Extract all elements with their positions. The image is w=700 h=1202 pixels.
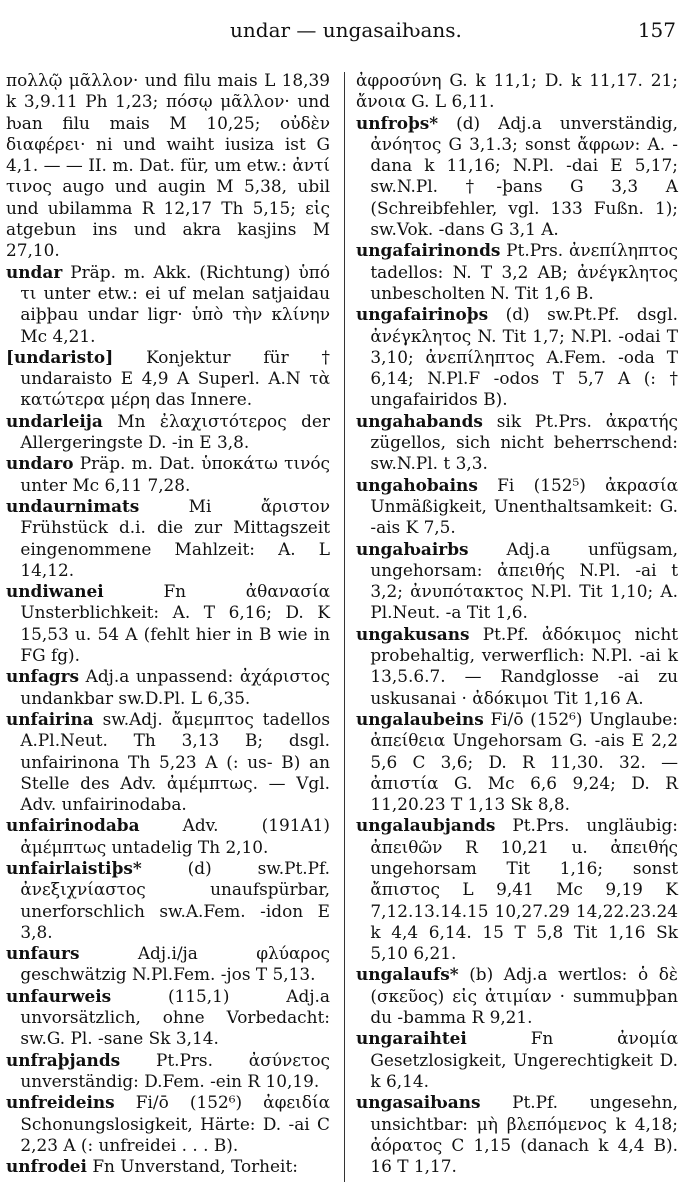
entry-text: Fn ἀνομία Gesetzlosigkeit, Ungerechtigkeit D. k 6,14. xyxy=(370,1028,678,1091)
entry-headword: [undaristo] xyxy=(6,346,114,367)
entry-headword: unfaurweis xyxy=(6,985,112,1006)
entry-headword: undaurnimats xyxy=(6,495,140,516)
dictionary-entry xyxy=(6,262,330,347)
dictionary-entry xyxy=(6,1092,330,1156)
entry-headword: ungaraihtei xyxy=(356,1028,467,1049)
entry-text: Fn ἀθανασία Unsterblichkeit: A. T 6,16; D. K 15,53 u. 54 A (fehlt hier in B wie in FG fg). xyxy=(20,581,330,666)
dictionary-entry xyxy=(6,347,330,411)
entry-text: Fn Unverstand, Torheit: xyxy=(86,1156,298,1177)
entry-headword: unfrodei xyxy=(6,1156,87,1177)
entry-text: sik Pt.Prs. ἀκρατής zügellos, sich nicht beherrschend: sw.N.Pl. t 3,3. xyxy=(370,410,678,474)
entry-text: Fi/ō (152⁶) ἀφειδία Schonungslosigkeit, Härte: D. -ai C 2,23 A (: unfreidei . . . B). xyxy=(20,1092,330,1155)
entry-text: Pt.Prs. ἀσύνετος unverständig: D.Fem. -ein R 10,19. xyxy=(20,1049,330,1091)
dictionary-entry xyxy=(6,666,330,709)
entry-text: (b) Adj.a wertlos: ὁ δὲ (σκεῦος) εἰς ἀτιμίαν · summuþþan du -bamma R 9,21. xyxy=(370,964,678,1028)
entry-text: Pt.Prs. ἀνεπίληπτος tadellos: N. T 3,2 AB; ἀνέγκλητος unbescholten N. Tit 1,6 B. xyxy=(370,240,678,303)
left-column xyxy=(6,70,330,1177)
entry-headword: ungafairinoþs xyxy=(356,304,489,325)
dictionary-entry xyxy=(356,709,678,815)
dictionary-entry xyxy=(356,624,678,709)
dictionary-entry xyxy=(356,1028,678,1092)
entry-headword: unfroþs* xyxy=(356,112,439,133)
entry-text: Konjektur für † undaraisto E 4,9 A Superl. A.N τὰ κατώτερα μέρη das Innere. xyxy=(20,346,330,410)
entry-text: (d) sw.Pt.Pf. dsgl. ἀνέγκλητος N. Tit 1,7; N.Pl. -odai T 3,10; ἀνεπίληπτος A.Fem. -oda T 6,14; N.Pl.F -odos T 5,7 A (: † ungafairidos B). xyxy=(370,304,678,410)
dictionary-entry xyxy=(6,1156,330,1177)
entry-headword: ungalaufs* xyxy=(356,964,459,985)
entry-text: Mi ἄριστον Frühstück d.i. die zur Mittagszeit eingenommene Mahlzeit: A. L 14,12. xyxy=(20,495,330,580)
entry-text: sw.Adj. ἄμεμπτος tadellos A.Pl.Neut. Th 3,13 B; dsgl. unfairinona Th 5,23 A (: us- B) an Stelle des Adv. ἀμέμπτως. — Vgl. Adv. unfairinodaba. xyxy=(20,708,330,815)
entry-text: (d) sw.Pt.Pf. ἀνεξιχνίαστος unaufspürbar, unerforschlich sw.A.Fem. -idon E 3,8. xyxy=(20,857,330,942)
entry-text: Adj.a unpassend: ἀχάριστος undankbar sw.D.Pl. L 6,35. xyxy=(20,666,330,708)
entry-headword: ungahobains xyxy=(356,474,478,495)
entry-headword: unfairina xyxy=(6,708,94,729)
entry-headword: undar xyxy=(6,261,63,282)
entry-headword: unfairlaistiþs* xyxy=(6,857,142,878)
entry-headword: unfairinodaba xyxy=(6,815,140,836)
dictionary-entry xyxy=(6,858,330,943)
dictionary-entry xyxy=(356,113,678,241)
entry-headword: unfagrs xyxy=(6,666,79,687)
entry-text: Präp. m. Akk. (Richtung) ὑπό τι unter etw.: ei uf melan satjaidau aiþþau undar ligr· ὑπὸ τὴν κλίνην Mc 4,21. xyxy=(20,261,330,346)
entry-text: (d) Adj.a unverständig, ἀνόητος G 3,1.3; sonst ἄφρων: A. -dana k 11,16; N.Pl. -dai E 5,17; sw.N.Pl. †-þans G 3,3 A (Schreibfehler, vgl. 133 Fußn. 1); sw.Vok. -dans G 3,1 A. xyxy=(370,112,678,240)
entry-text: Fi/ō (152⁶) Unglaube: ἀπείθεια Ungehorsam G. -ais E 2,2 5,6 C 3,6; D. R 11,30. 32. — ἀπιστία G. Mc 6,6 9,24; D. R 11,20.23 T 1,13 Sk 8,8. xyxy=(370,708,678,815)
dictionary-entry xyxy=(356,304,678,410)
dictionary-entry xyxy=(6,709,330,815)
dictionary-entry xyxy=(356,240,678,304)
entry-text: Fi (152⁵) ἀκρασία Unmäßigkeit, Unenthaltsamkeit: G. -ais K 7,5. xyxy=(370,474,678,538)
entry-headword: unfaurs xyxy=(6,943,80,964)
dictionary-entry xyxy=(6,496,330,581)
entry-headword: unfraþjands xyxy=(6,1049,121,1070)
dictionary-entry xyxy=(6,70,330,262)
dictionary-entry xyxy=(6,1050,330,1093)
entry-text: Pt.Pf. ἀδόκιμος nicht probehaltig, verwerflich: N.Pl. -ai k 13,5.6.7. — Randglosse -ai zu uskusanai · ἀδόκιμοι Tit 1,16 A. xyxy=(370,623,678,708)
entry-headword: ungahabands xyxy=(356,410,483,431)
entry-text: Präp. m. Dat. ὑποκάτω τινός unter Mc 6,11 7,28. xyxy=(20,453,330,495)
entry-text: Pt.Prs. ungläubig: ἀπειθῶν R 10,21 u. ἀπειθής ungehorsam Tit 1,16; sonst ἄπιστος L 9,41 Mc 9,19 K 7,12.13.14.15 10,27.29 14,22.23.24 k 4,4 6,14. 15 T 5,8 Tit 1,16 Sk 5,10 6,21. xyxy=(370,815,678,964)
column-divider xyxy=(344,72,345,1182)
entry-text: Mn ἐλαχιστότερος der Allergeringste D. -in E 3,8. xyxy=(20,410,330,453)
entry-text: Adj.i/ja φλύαρος geschwätzig N.Pl.Fem. -jos T 5,13. xyxy=(20,943,330,985)
running-head: undar — ungasaiƕans. xyxy=(230,18,462,42)
dictionary-entry xyxy=(6,411,330,454)
entry-text: (115,1) Adj.a unvorsätzlich, ohne Vorbedacht: sw.G. Pl. -sane Sk 3,14. xyxy=(20,985,330,1049)
dictionary-entry xyxy=(356,1092,678,1177)
dictionary-entry xyxy=(356,815,678,964)
entry-headword: ungafairinonds xyxy=(356,240,501,261)
dictionary-entry xyxy=(6,581,330,666)
page-number: 157 xyxy=(637,18,676,42)
entry-headword: ungakusans xyxy=(356,623,470,644)
entry-headword: ungalaubjands xyxy=(356,815,496,836)
entry-text: πολλῷ μᾶλλον· und filu mais L 18,39 k 3,9.11 Ph 1,23; πόσῳ μᾶλλον· und ƕan filu mais M 10,25; οὐδὲν διαφέρει· ni und waiht iusiza ist G 4,1. — — II. m. Dat. für, um etw.: ἀντί τινος augo und augin M 5,38, ubil und ubilamma R 12,17 Th 5,15; εἰς atgebun ins und akra kasjins M 27,10. xyxy=(6,70,330,261)
entry-headword: ungasaiƕans xyxy=(356,1092,481,1113)
dictionary-entry xyxy=(6,453,330,496)
dictionary-entry xyxy=(356,475,678,539)
dictionary-entry xyxy=(356,964,678,1028)
dictionary-entry xyxy=(356,411,678,475)
dictionary-entry xyxy=(356,70,678,113)
entry-headword: unfreideins xyxy=(6,1092,115,1113)
entry-headword: undaro xyxy=(6,453,74,474)
entry-headword: undarleija xyxy=(6,410,103,431)
entry-text: ἀφροσύνη G. k 11,1; D. k 11,17. 21; ἄνοια G. L 6,11. xyxy=(356,70,678,112)
dictionary-entry xyxy=(6,943,330,986)
entry-text: Pt.Pf. ungesehn, unsichtbar: μὴ βλεπόμενος k 4,18; ἀόρατος C 1,15 (danach k 4,4 B). 16 T 1,17. xyxy=(370,1092,678,1177)
entry-headword: ungalaubeins xyxy=(356,708,484,729)
entry-text: Adj.a unfügsam, ungehorsam: ἀπειθής N.Pl. -ai t 3,2; ἀνυπότακτος N.Pl. Tit 1,10; A. Pl.Neut. -a Tit 1,6. xyxy=(370,538,678,623)
right-column xyxy=(356,70,678,1177)
dictionary-entry xyxy=(6,986,330,1050)
dictionary-entry xyxy=(6,815,330,858)
entry-headword: ungaƕairbs xyxy=(356,538,469,559)
entry-headword: undiwanei xyxy=(6,581,104,602)
entry-text: Adv. (191A1) ἀμέμπτως untadelig Th 2,10. xyxy=(20,815,330,857)
dictionary-entry xyxy=(356,539,678,624)
